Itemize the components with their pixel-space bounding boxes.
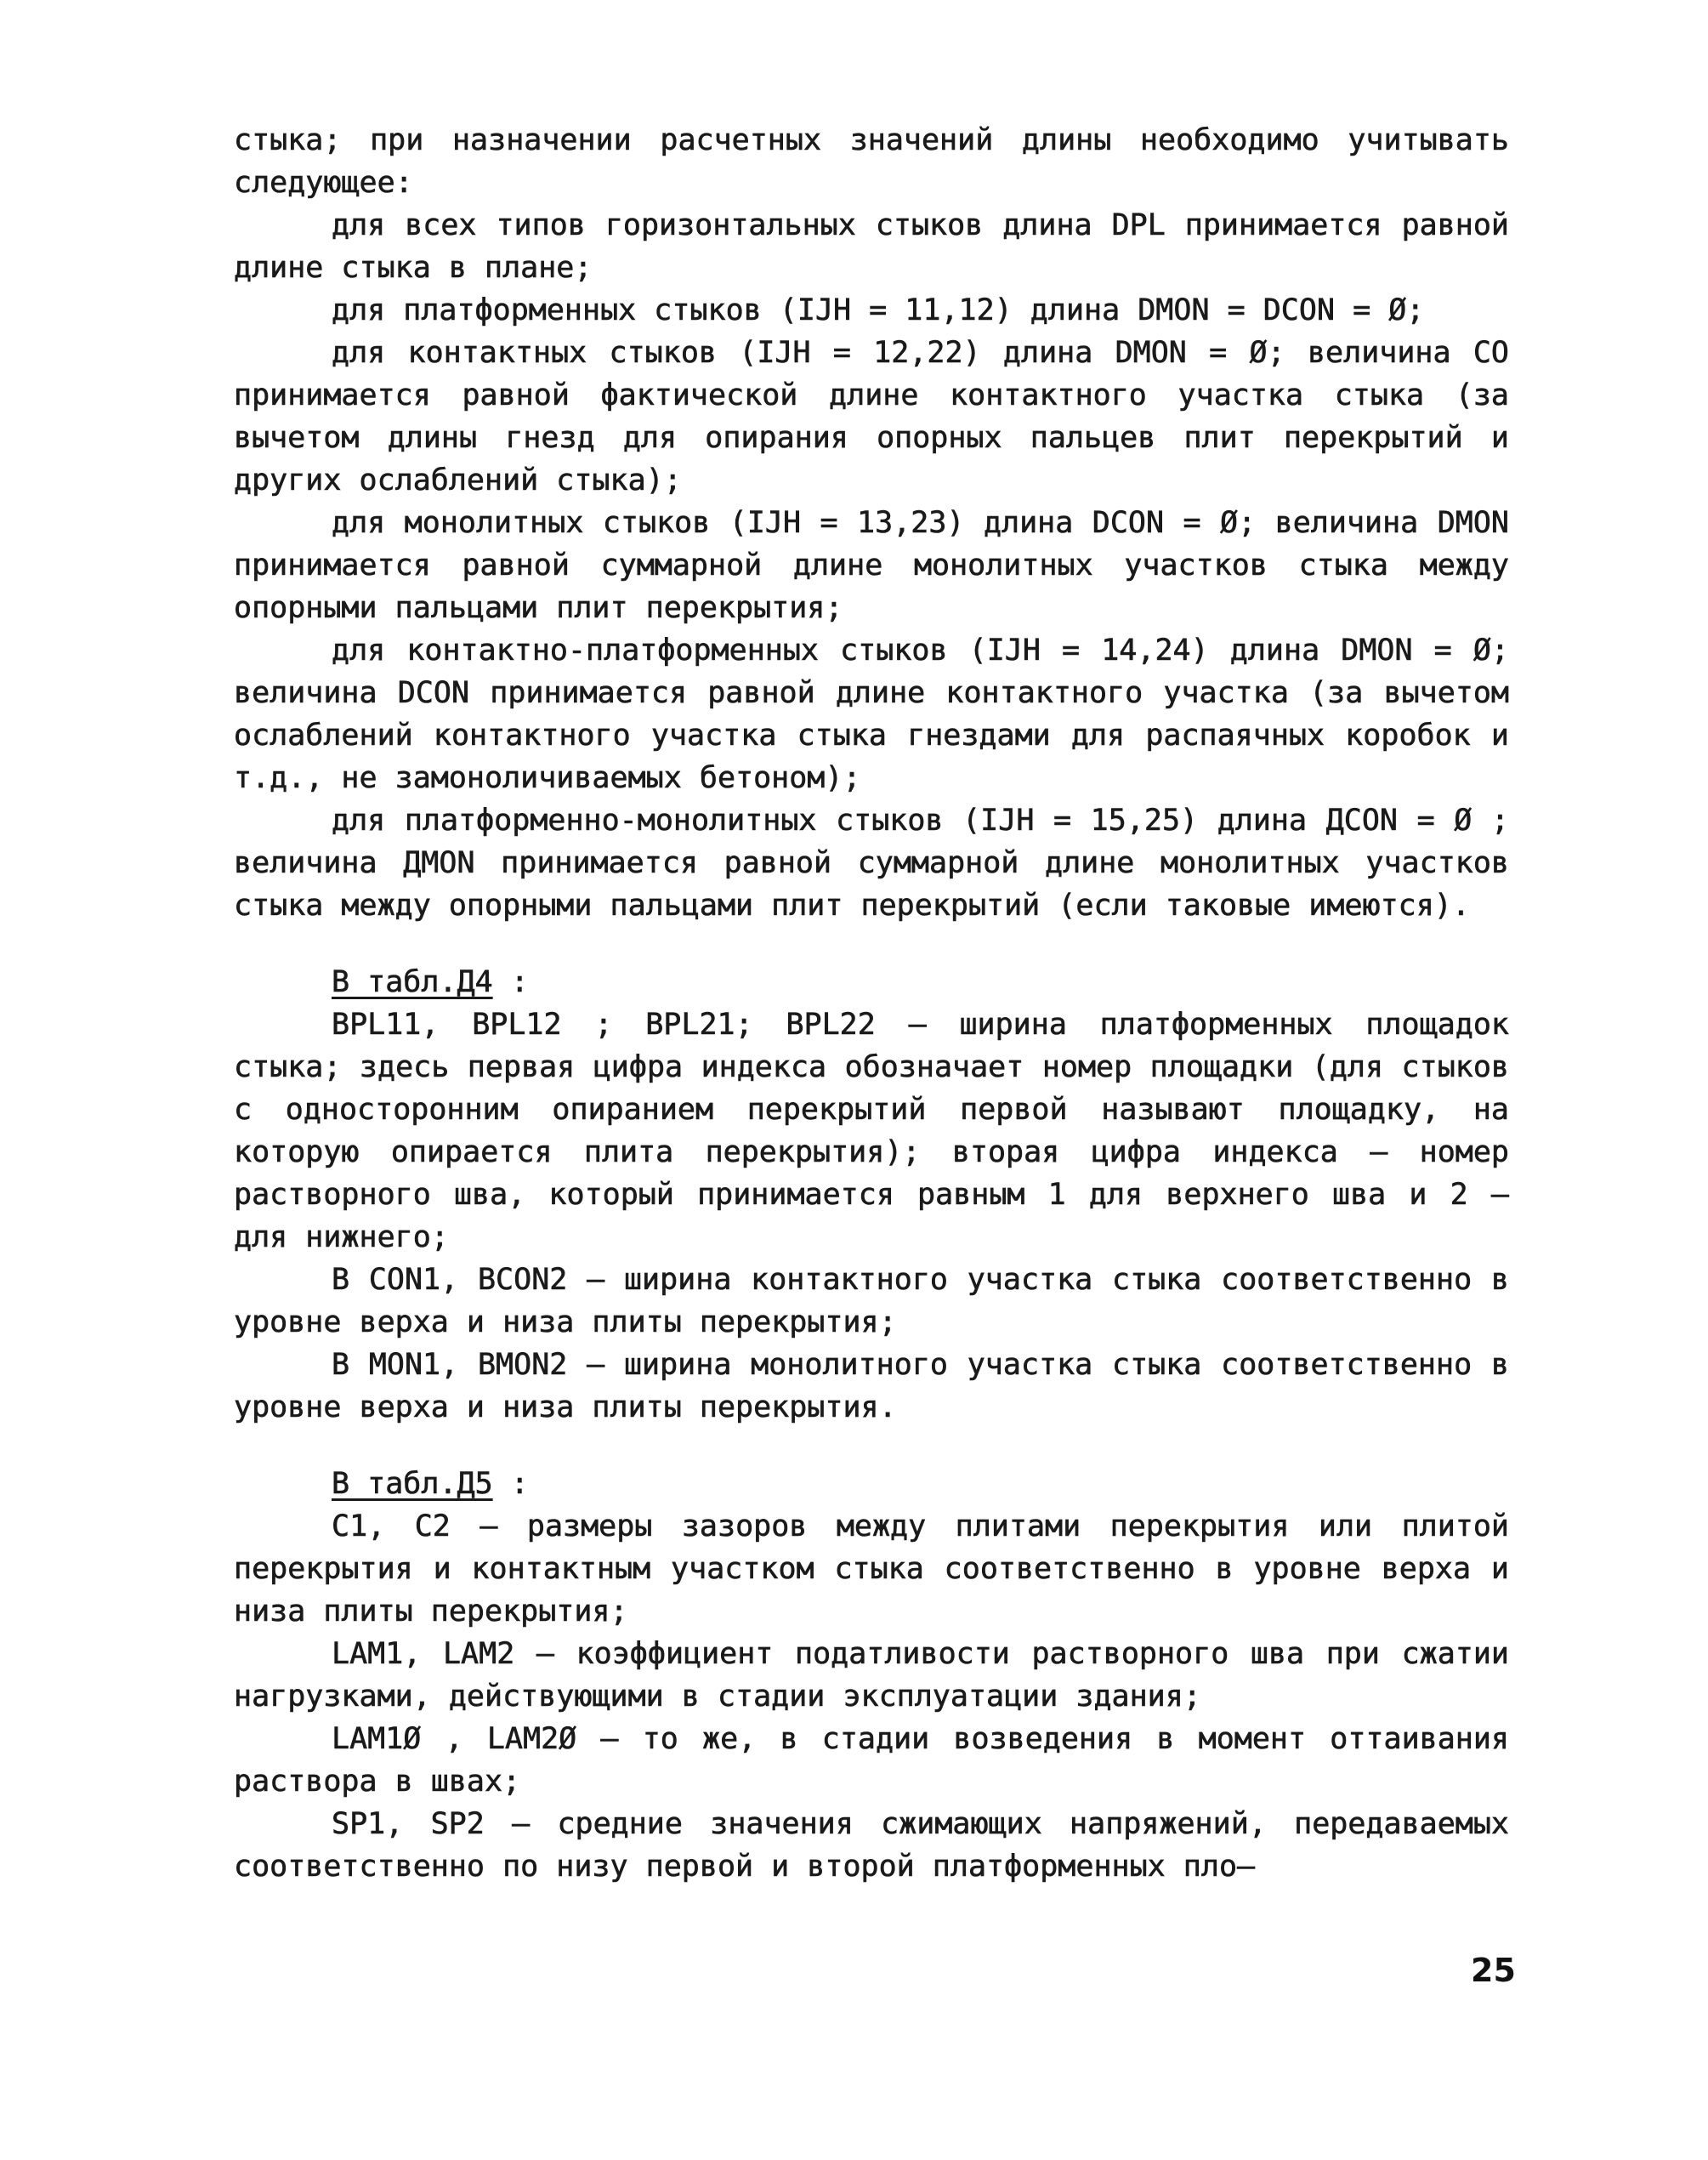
- heading-d4-label: В табл.Д4: [332, 965, 493, 999]
- paragraph-c1-c2: C1, C2 – размеры зазоров между плитами перекрытия или плитой перекрытия и контактным участком стыка соответственно в уровне верха и низа плиты перекрытия;: [234, 1509, 1509, 1629]
- paragraph-lam0: LAM1Ø , LAM2Ø – то же, в стадии возведения в момент оттаивания раствора в швах;: [234, 1722, 1509, 1799]
- paragraph-bpl: BPL11, BPL12 ; BPL21; BPL22 – ширина платформенных площадок стыка; здесь первая цифра индекса обозначает номер площадки (для стыков с односторонним опиранием перекрытий первой называют площадку, на которую опирается плита перекрытия); вторая цифра индекса – номер растворного шва, который принимается равным 1 для верхнего шва и 2 – для нижнего;: [234, 1008, 1509, 1254]
- paragraph-intro: стыка; при назначении расчетных значений длины необходимо учитывать следующее:: [234, 123, 1509, 200]
- paragraph-sp: SP1, SP2 – средние значения сжимающих напряжений, передаваемых соответственно по низу первой и второй платформенных пло–: [234, 1807, 1509, 1884]
- paragraph-all-joints: для всех типов горизонтальных стыков длина DPL принимается равной длине стыка в плане;: [234, 208, 1509, 285]
- section-heading-table-d5: [332, 1463, 1509, 1505]
- paragraph-platform-joints: для платформенных стыков (IJH = 11,12) длина DMON = DCON = Ø;: [332, 293, 1425, 327]
- paragraph-lam: LAM1, LAM2 – коэффициент податливости растворного шва при сжатии нагрузками, действующими в стадии эксплуатации здания;: [234, 1637, 1509, 1714]
- paragraph-platform-monolithic-joints: для платформенно-монолитных стыков (IJH = 15,25) длина ДCON = Ø ; величина ДMON принимается равной суммарной длине монолитных участков стыка между опорными пальцами плит перекрытий (если таковые имеются).: [234, 804, 1509, 923]
- heading-d4-colon: :: [492, 965, 529, 999]
- heading-d5-label: В табл.Д5: [332, 1467, 493, 1501]
- document-page: [234, 119, 1509, 1888]
- paragraph-contact-platform-joints: для контактно-платформенных стыков (IJH = 14,24) длина DMON = Ø; величина DCON принимается равной длине контактного участка (за вычетом ослаблений контактного участка стыка гнездами для распаячных коробок и т.д., не замоноличиваемых бетоном);: [234, 634, 1509, 795]
- section-heading-table-d4: [332, 961, 1509, 1003]
- paragraph-contact-joints: для контактных стыков (IJH = 12,22) длина DMON = Ø; величина CO принимается равной фактической длине контактного участка стыка (за вычетом длины гнезд для опирания опорных пальцев плит перекрытий и других ослаблений стыка);: [234, 336, 1509, 497]
- paragraph-bmon: B MON1, BMON2 – ширина монолитного участка стыка соответственно в уровне верха и низа плиты перекрытия.: [234, 1348, 1509, 1424]
- page-number: 25: [1471, 1952, 1516, 1989]
- paragraph-bcon: B CON1, BCON2 – ширина контактного участка стыка соответственно в уровне верха и низа плиты перекрытия;: [234, 1263, 1509, 1339]
- paragraph-monolithic-joints: для монолитных стыков (IJH = 13,23) длина DCON = Ø; величина DMON принимается равной суммарной длине монолитных участков стыка между опорными пальцами плит перекрытия;: [234, 506, 1509, 625]
- heading-d5-colon: :: [492, 1467, 529, 1501]
